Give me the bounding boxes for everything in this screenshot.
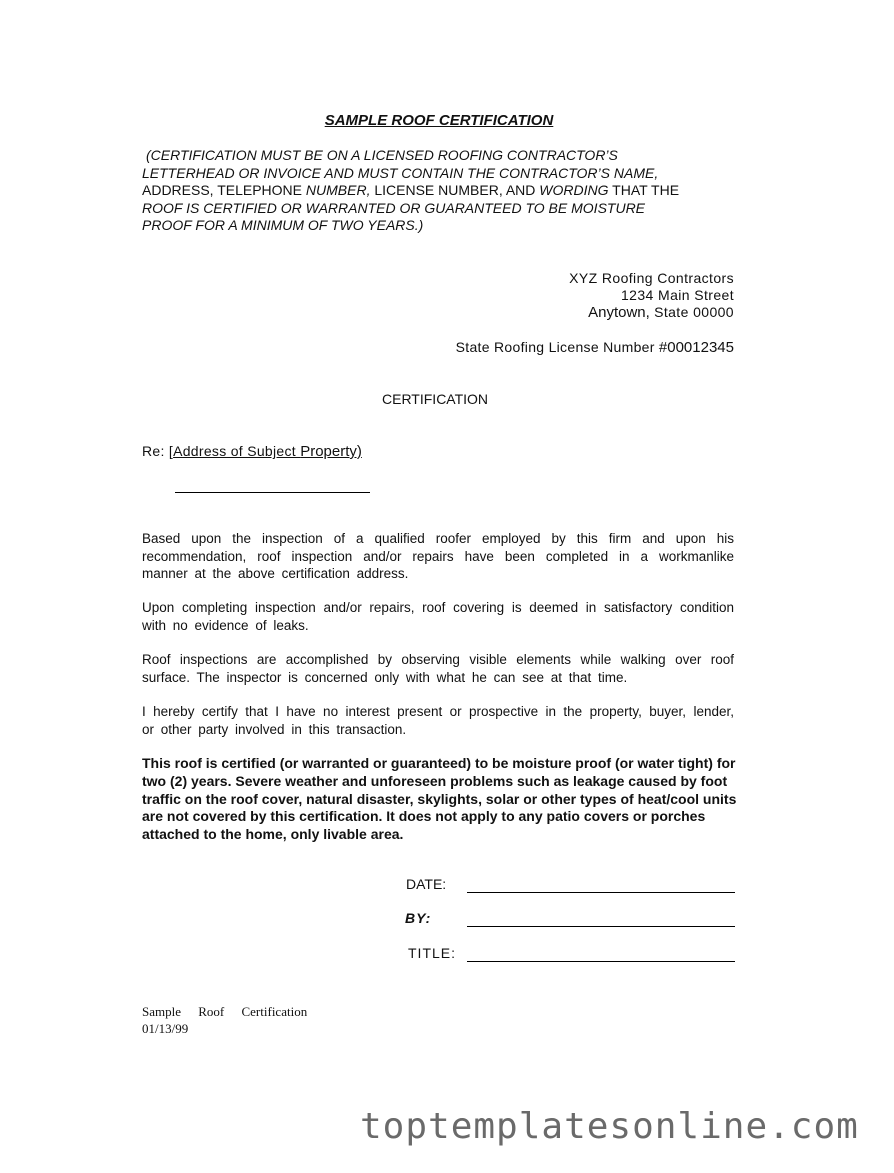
license-line: [456, 339, 734, 356]
instructions-block: [142, 147, 742, 235]
date-line[interactable]: [467, 892, 735, 893]
footer: [142, 1003, 307, 1037]
re-address-text: Address of Subject: [173, 443, 301, 459]
contractor-address: [569, 270, 734, 321]
instructions-line-3-a: ADDRESS, TELEPHONE: [142, 182, 306, 198]
paragraph-no-interest: I hereby certify that I have no interest present or prospective in the property, buyer, lender, or other party involved in this transaction.: [142, 704, 734, 737]
watermark: toptemplatesonline.com: [360, 1106, 859, 1147]
by-line[interactable]: [467, 926, 735, 927]
instructions-line-2: LETTERHEAD OR INVOICE AND MUST CONTAIN THE CONTRACTOR’S NAME,: [142, 164, 659, 181]
instructions-line-5: PROOF FOR A MINIMUM OF TWO YEARS.): [142, 217, 424, 233]
date-label: DATE:: [406, 876, 447, 892]
footer-date: 01/13/99: [142, 1021, 189, 1036]
contractor-street: 1234 Main Street: [620, 287, 734, 303]
re-line: [142, 443, 362, 460]
paragraph-warranty: This roof is certified (or warranted or guaranteed) to be moisture proof (or water tight) for two (2) years. Severe weather and unforeseen problems such as leakage caused by foot traffic on the roof cover, natural disaster, skylights, solar or other types of heat/cool units are not covered by this certification. It does not apply to any patio covers or porches attached to the home, only livable area.: [142, 755, 737, 843]
contractor-city-state: [569, 304, 734, 321]
by-label: BY:: [405, 910, 432, 926]
license-number: #00012345: [658, 339, 734, 356]
paragraph-condition: Upon completing inspection and/or repairs, roof covering is deemed in satisfactory condition with no evidence of leaks.: [142, 600, 734, 633]
certification-heading: CERTIFICATION: [382, 391, 489, 407]
paragraph-inspection: Based upon the inspection of a qualified roofer employed by this firm and upon his recommendation, roof inspection and/or repairs have been completed in a workmanlike manner at the above certification address.: [142, 531, 734, 581]
document-title: SAMPLE ROOF CERTIFICATION: [324, 112, 554, 129]
re-property-text: Property): [300, 443, 362, 460]
instructions-line-3: [142, 182, 742, 200]
re-prefix: Re: [: [142, 443, 174, 459]
title-line[interactable]: [467, 961, 735, 962]
contractor-city: Anytown,: [588, 304, 650, 321]
paragraph-method: Roof inspections are accomplished by observing visible elements while walking over roof surface. The inspector is concerned only with what he can see at that time.: [142, 652, 734, 685]
contractor-name: XYZ Roofing Contractors: [569, 270, 734, 286]
instructions-line-4: ROOF IS CERTIFIED OR WARRANTED OR GUARANTEED TO BE MOISTURE: [142, 199, 646, 216]
instructions-line-3-d: WORDING: [539, 182, 609, 198]
contractor-state-zip: State 00000: [649, 304, 734, 320]
instructions-line-3-e: THAT THE: [608, 182, 680, 198]
instructions-line-1: (CERTIFICATION MUST BE ON A LICENSED ROOFING CONTRACTOR’S: [146, 147, 618, 163]
footer-form-name: Sample Roof Certification: [142, 1004, 308, 1019]
instructions-line-3-b: NUMBER,: [305, 182, 371, 198]
license-label: State Roofing License Number: [455, 339, 659, 355]
title-label: TITLE:: [408, 945, 457, 961]
instructions-line-3-c: LICENSE NUMBER, AND: [370, 182, 540, 198]
address-blank-line[interactable]: [175, 492, 370, 493]
